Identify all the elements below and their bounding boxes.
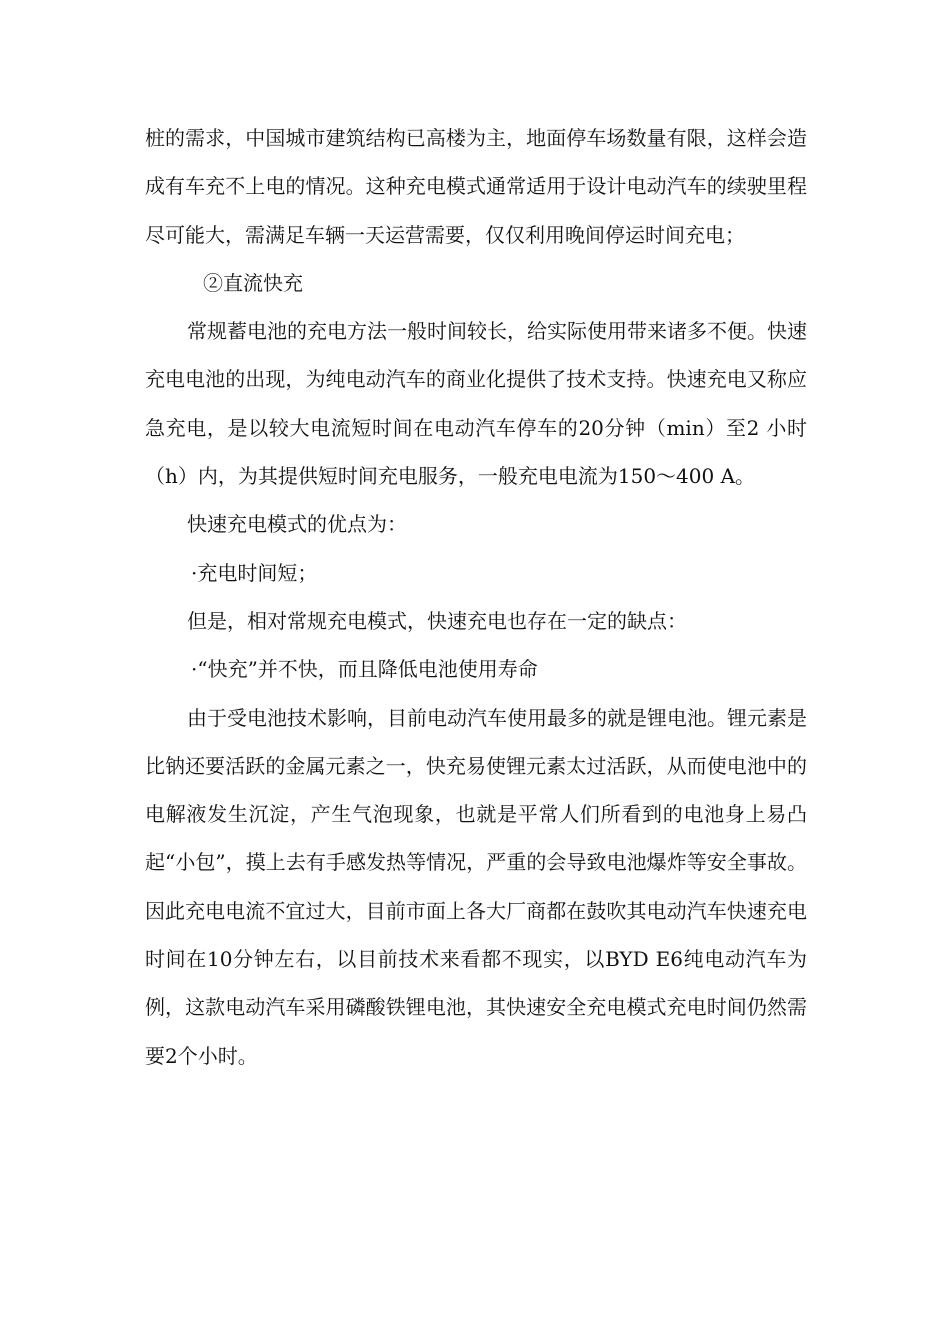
paragraph-disadvantages-lead: 但是，相对常规充电模式，快速充电也存在一定的缺点： xyxy=(187,608,687,633)
bullet-disadvantage: ·“快充”并不快，而且降低电池使用寿命 xyxy=(191,657,538,682)
paragraph-lithium-battery: 由于受电池技术影响，目前电动汽车使用最多的就是锂电池。锂元素是比钠还要活跃的金属元素之一，快充易使锂元素太过活跃，从而使电池中的电解液发生沉淀，产生气泡现象，也就是平常人们所看到的电池身上易凸起“小包”，摸上去有手感发热等情况，严重的会导致电池爆炸等安全事故。因此充电电流不宜过大，目前市面上各大厂商都在鼓吹其电动汽车快速充电时间在10分钟左右，以目前技术来看都不现实，以BYD E6纯电动汽车为例，这款电动汽车采用磷酸铁锂电池，其快速安全充电模式充电时间仍然需要2个小时。 xyxy=(145,705,807,1068)
bullet-advantage: ·充电时间短； xyxy=(191,560,318,585)
paragraph-continuation: 桩的需求，中国城市建筑结构已高楼为主，地面停车场数量有限，这样会造成有车充不上电的情况。这种充电模式通常适用于设计电动汽车的续驶里程尽可能大，需满足车辆一天运营需要，仅仅利用晚间停运时间充电； xyxy=(145,126,807,247)
paragraph-advantages-lead: 快速充电模式的优点为： xyxy=(187,512,407,537)
section-heading-dc-fast-charge: ②直流快充 xyxy=(203,270,303,295)
document-page xyxy=(145,114,807,1080)
paragraph-fast-charge-intro: 常规蓄电池的充电方法一般时间较长，给实际使用带来诸多不便。快速充电电池的出现，为纯电动汽车的商业化提供了技术支持。快速充电又称应急充电，是以较大电流短时间在电动汽车停车的20分钟（min）至2 小时（h）内，为其提供短时间充电服务，一般充电电流为150～400 A。 xyxy=(145,319,807,489)
